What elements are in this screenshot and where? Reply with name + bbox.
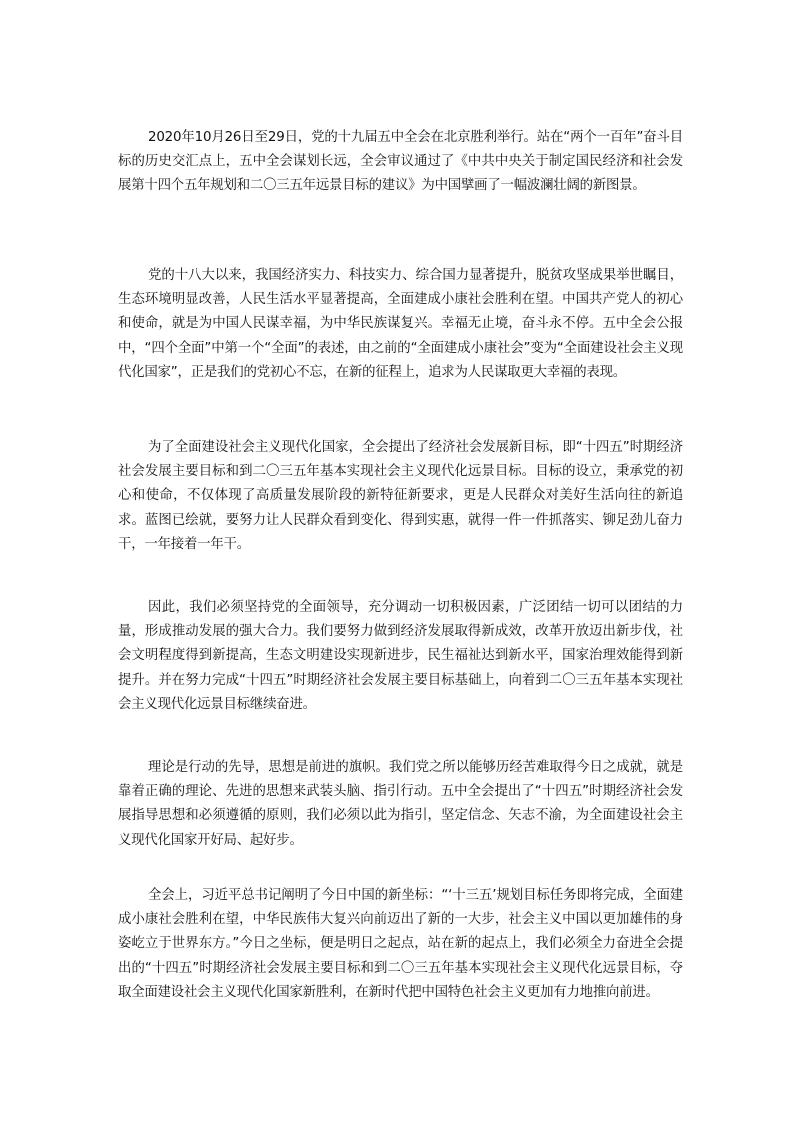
- paragraph-achievements: 党的十八大以来，我国经济实力、科技实力、综合国力显著提升，脱贫攻坚成果举世瞩目，生态环境明显改善，人民生活水平显著提高，全面建成小康社会胜利在望。中国共产党人的初心和使命，就是为中国人民谋幸福，为中华民族谋复兴。幸福无止境，奋斗永不停。五中全会公报中，“四个全面”中第一个“全面”的表述，由之前的“全面建成小康社会”变为“全面建设社会主义现代化国家”，正是我们的党初心不忘，在新的征程上，追求为人民谋取更大幸福的表现。: [118, 268, 683, 380]
- paragraph-new-goals: 为了全面建设社会主义现代化国家，全会提出了经济社会发展新目标，即“十四五”时期经济社会发展主要目标和到二〇三五年基本实现社会主义现代化远景目标。目标的设立，秉承党的初心和使命，不仅体现了高质量发展阶段的新特征新要求，更是人民群众对美好生活向往的新追求。蓝图已绘就，要努力让人民群众看到变化、得到实惠，就得一件一件抓落实、铆足劲儿奋力干，一年接着一年干。: [118, 440, 683, 552]
- paragraph-plenary-session: 2020年10月26日至29日，党的十九届五中全会在北京胜利举行。站在“两个一百年”奋斗目标的历史交汇点上，五中全会谋划长远，全会审议通过了《中共中央关于制定国民经济和社会发展第十四个五年规划和二〇三五年远景目标的建议》为中国擘画了一幅波澜壮阔的新图景。: [118, 130, 683, 194]
- paragraph-new-coordinates: 全会上，习近平总书记阐明了今日中国的新坐标：“‘十三五’规划目标任务即将完成，全面建成小康社会胜利在望，中华民族伟大复兴向前迈出了新的一大步，社会主义中国以更加雄伟的身姿屹立于世界东方。”今日之坐标，便是明日之起点，站在新的起点上，我们必须全力奋进全会提出的“十四五”时期经济社会发展主要目标和到二〇三五年基本实现社会主义现代化远景目标，夺取全面建设社会主义现代化国家新胜利，在新时代把中国特色社会主义更加有力地推向前进。: [118, 888, 683, 1000]
- paragraph-theory-guidance: 理论是行动的先导，思想是前进的旗帜。我们党之所以能够历经苦难取得今日之成就，就是靠着正确的理论、先进的思想来武装头脑、指引行动。五中全会提出了“十四五”时期经济社会发展指导思想和必须遵循的原则，我们必须以此为指引，坚定信念、矢志不渝，为全面建设社会主义现代化国家开好局、起好步。: [118, 760, 683, 848]
- paragraph-party-leadership: 因此，我们必须坚持党的全面领导，充分调动一切积极因素，广泛团结一切可以团结的力量，形成推动发展的强大合力。我们要努力做到经济发展取得新成效，改革开放迈出新步伐，社会文明程度得到新提高，生态文明建设实现新进步，民生福祉达到新水平，国家治理效能得到新提升。并在努力完成“十四五”时期经济社会发展主要目标基础上，向着到二〇三五年基本实现社会主义现代化远景目标继续奋进。: [118, 600, 683, 712]
